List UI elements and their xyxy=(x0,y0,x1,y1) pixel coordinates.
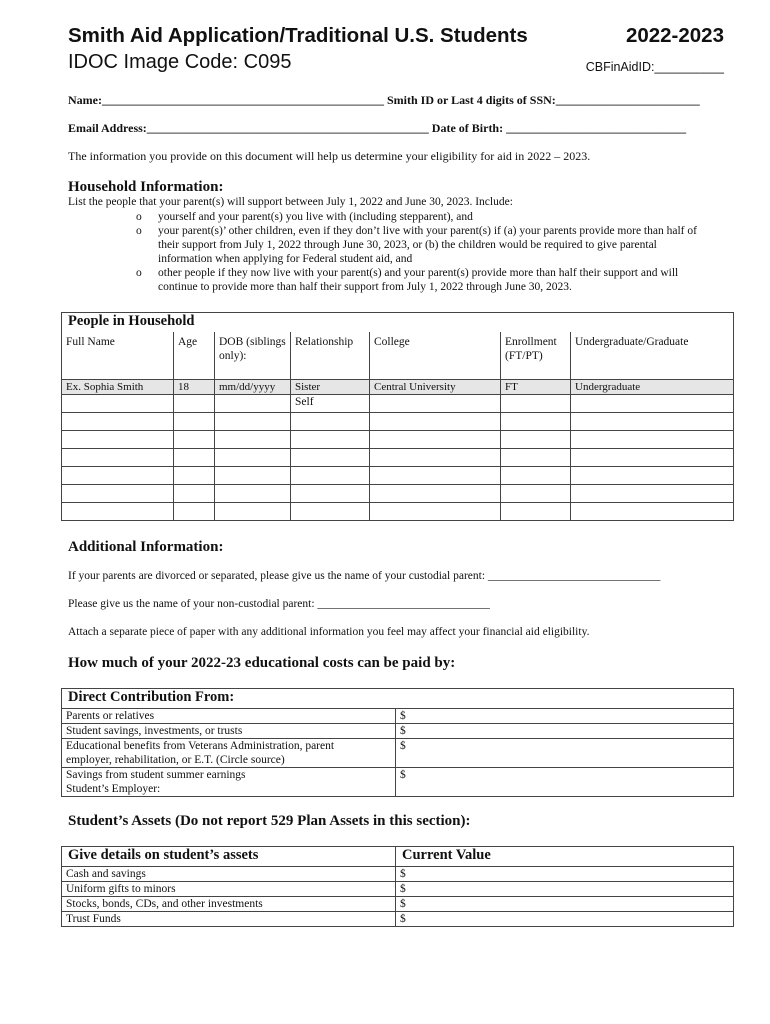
bullet-marker: o xyxy=(136,225,142,237)
table-row xyxy=(62,503,734,521)
example-college: Central University xyxy=(370,380,501,395)
cell-relationship[interactable] xyxy=(291,413,370,431)
assets-heading: Student’s Assets (Do not report 529 Plan Assets in this section): xyxy=(68,813,471,829)
table-row xyxy=(62,724,734,739)
table-row xyxy=(62,768,734,797)
cell-level[interactable] xyxy=(571,503,734,521)
cell-age[interactable] xyxy=(174,503,215,521)
cell-enrollment[interactable] xyxy=(501,503,571,521)
current-value-caption: Current Value xyxy=(396,847,734,867)
household-heading: Household Information: xyxy=(68,179,224,195)
row-label: Parents or relatives xyxy=(62,709,396,724)
additional-heading: Additional Information: xyxy=(68,539,224,555)
cell-dob[interactable] xyxy=(215,449,291,467)
cell-full-name[interactable] xyxy=(62,485,174,503)
cell-relationship: Self xyxy=(291,395,370,413)
col-header-enrollment: Enrollment (FT/PT) xyxy=(501,332,571,380)
cell-dob[interactable] xyxy=(215,485,291,503)
table-row xyxy=(62,882,734,897)
student-assets-table xyxy=(61,846,734,927)
example-level: Undergraduate xyxy=(571,380,734,395)
cell-enrollment[interactable] xyxy=(501,467,571,485)
cell-dob[interactable] xyxy=(215,503,291,521)
row-label: Stocks, bonds, CDs, and other investments xyxy=(62,897,396,912)
cell-college[interactable] xyxy=(370,413,501,431)
amount-field[interactable]: $ xyxy=(396,867,734,882)
col-header-level: Undergraduate/Graduate xyxy=(571,332,734,380)
bullet-text: information when applying for Federal student aid, and xyxy=(158,253,413,266)
example-age: 18 xyxy=(174,380,215,395)
bullet-text: continue to provide more than half their support from July 1, 2022 through June 30, 2023. xyxy=(158,281,572,294)
col-header-age: Age xyxy=(174,332,215,380)
table-row xyxy=(62,709,734,724)
table-row xyxy=(62,431,734,449)
cell-age[interactable] xyxy=(174,467,215,485)
cell-enrollment[interactable] xyxy=(501,449,571,467)
amount-field[interactable]: $ xyxy=(396,912,734,927)
cell-enrollment[interactable] xyxy=(501,413,571,431)
row-label: Student savings, investments, or trusts xyxy=(62,724,396,739)
amount-field[interactable]: $ xyxy=(396,724,734,739)
row-label-line: Student’s Employer: xyxy=(66,783,161,795)
cell-enrollment[interactable] xyxy=(501,395,571,413)
bullet-item xyxy=(136,210,736,224)
cell-full-name[interactable] xyxy=(62,467,174,485)
cell-relationship[interactable] xyxy=(291,485,370,503)
idoc-image-code: IDOC Image Code: C095 xyxy=(68,51,292,73)
assets-caption: Give details on student’s assets xyxy=(62,847,396,867)
amount-field[interactable]: $ xyxy=(396,739,734,768)
example-row xyxy=(62,380,734,395)
bullet-text: your parent(s)’ other children, even if they don’t live with your parent(s) if (a) your parents provide more than half of xyxy=(158,225,697,237)
direct-contribution-table xyxy=(61,688,734,797)
cell-college[interactable] xyxy=(370,395,501,413)
cell-enrollment[interactable] xyxy=(501,485,571,503)
table-row xyxy=(62,739,734,768)
people-in-household-table xyxy=(61,312,734,521)
cell-age[interactable] xyxy=(174,413,215,431)
bullet-item xyxy=(136,266,736,296)
cell-college[interactable] xyxy=(370,449,501,467)
bullet-text: their support from July 1, 2022 through June 30, 2023, or (b) the children would be required to give parental xyxy=(158,239,657,252)
form-year: 2022-2023 xyxy=(625,24,724,47)
row-label: Trust Funds xyxy=(62,912,396,927)
row-label xyxy=(62,739,396,768)
cell-dob[interactable] xyxy=(215,467,291,485)
direct-contribution-caption: Direct Contribution From: xyxy=(62,689,734,709)
cell-relationship[interactable] xyxy=(291,467,370,485)
row-label-line: employer, rehabilitation, or E.T. (Circle source) xyxy=(66,754,285,766)
cell-level[interactable] xyxy=(571,431,734,449)
table-row xyxy=(62,897,734,912)
household-lead: List the people that your parent(s) will support between July 1, 2022 and June 30, 2023. Include: xyxy=(68,196,513,208)
table-row xyxy=(62,395,734,413)
costs-heading: How much of your 2022-23 educational costs can be paid by: xyxy=(68,655,456,671)
row-label: Cash and savings xyxy=(62,867,396,882)
bullet-text: other people if they now live with your parent(s) and your parent(s) provide more than half their support and will xyxy=(158,267,679,279)
example-dob: mm/dd/yyyy xyxy=(215,380,291,395)
people-table-caption: People in Household xyxy=(62,313,734,333)
form-title: Smith Aid Application/Traditional U.S. Students xyxy=(68,24,528,47)
cell-age[interactable] xyxy=(174,449,215,467)
table-row xyxy=(62,467,734,485)
bullet-marker: o xyxy=(136,267,142,279)
row-label-line: Educational benefits from Veterans Administration, parent xyxy=(66,740,335,752)
row-label: Uniform gifts to minors xyxy=(62,882,396,897)
cell-level[interactable] xyxy=(571,449,734,467)
cell-level[interactable] xyxy=(571,467,734,485)
cell-college[interactable] xyxy=(370,467,501,485)
cell-relationship[interactable] xyxy=(291,431,370,449)
bullet-marker: o xyxy=(136,211,142,223)
table-row xyxy=(62,867,734,882)
table-row xyxy=(62,413,734,431)
col-header-college: College xyxy=(370,332,501,380)
row-label-line: Savings from student summer earnings xyxy=(66,769,246,781)
cell-level[interactable] xyxy=(571,395,734,413)
table-row xyxy=(62,449,734,467)
row-label xyxy=(62,768,396,797)
cell-relationship[interactable] xyxy=(291,503,370,521)
cell-full-name[interactable] xyxy=(62,413,174,431)
cell-age[interactable] xyxy=(174,485,215,503)
cell-full-name[interactable] xyxy=(62,395,174,413)
cell-level[interactable] xyxy=(571,485,734,503)
col-header-dob: DOB (siblings only): xyxy=(215,332,291,380)
table-row xyxy=(62,485,734,503)
table-row xyxy=(62,912,734,927)
cell-dob[interactable] xyxy=(215,395,291,413)
bullet-text: yourself and your parent(s) you live with (including stepparent), and xyxy=(158,211,473,223)
cell-full-name[interactable] xyxy=(62,503,174,521)
example-relationship: Sister xyxy=(291,380,370,395)
cell-college[interactable] xyxy=(370,485,501,503)
amount-field[interactable]: $ xyxy=(396,882,734,897)
cell-relationship[interactable] xyxy=(291,449,370,467)
cell-age[interactable] xyxy=(174,431,215,449)
attach-note: Attach a separate piece of paper with any additional information you feel may affect your financial aid eligibility. xyxy=(68,626,590,638)
example-enrollment: FT xyxy=(501,380,571,395)
bullet-item xyxy=(136,224,736,268)
amount-field[interactable]: $ xyxy=(396,709,734,724)
cell-enrollment[interactable] xyxy=(501,431,571,449)
col-header-full-name: Full Name xyxy=(62,332,174,380)
col-header-relationship: Relationship xyxy=(291,332,370,380)
cell-full-name[interactable] xyxy=(62,449,174,467)
cell-age[interactable] xyxy=(174,395,215,413)
example-name: Ex. Sophia Smith xyxy=(62,380,174,395)
amount-field[interactable]: $ xyxy=(396,768,734,797)
cell-dob[interactable] xyxy=(215,413,291,431)
name-ssn-field[interactable]: Name:_______________________________________________ Smith ID or Last 4 digits of SSN:________________________ xyxy=(68,93,700,107)
noncustodial-parent-field[interactable]: Please give us the name of your non-custodial parent: ______________________________ xyxy=(68,598,490,610)
cell-level[interactable] xyxy=(571,413,734,431)
custodial-parent-field[interactable]: If your parents are divorced or separated, please give us the name of your custodial parent: ______________________________ xyxy=(68,570,661,582)
intro-text: The information you provide on this document will help us determine your eligibility for aid in 2022 – 2023. xyxy=(68,149,591,163)
email-dob-field[interactable]: Email Address:_______________________________________________ Date of Birth: ______________________________ xyxy=(68,121,687,135)
cell-full-name[interactable] xyxy=(62,431,174,449)
amount-field[interactable]: $ xyxy=(396,897,734,912)
cell-dob[interactable] xyxy=(215,431,291,449)
cbfinaid-id-field[interactable]: CBFinAidID:__________ xyxy=(585,60,724,74)
cell-college[interactable] xyxy=(370,503,501,521)
cell-college[interactable] xyxy=(370,431,501,449)
